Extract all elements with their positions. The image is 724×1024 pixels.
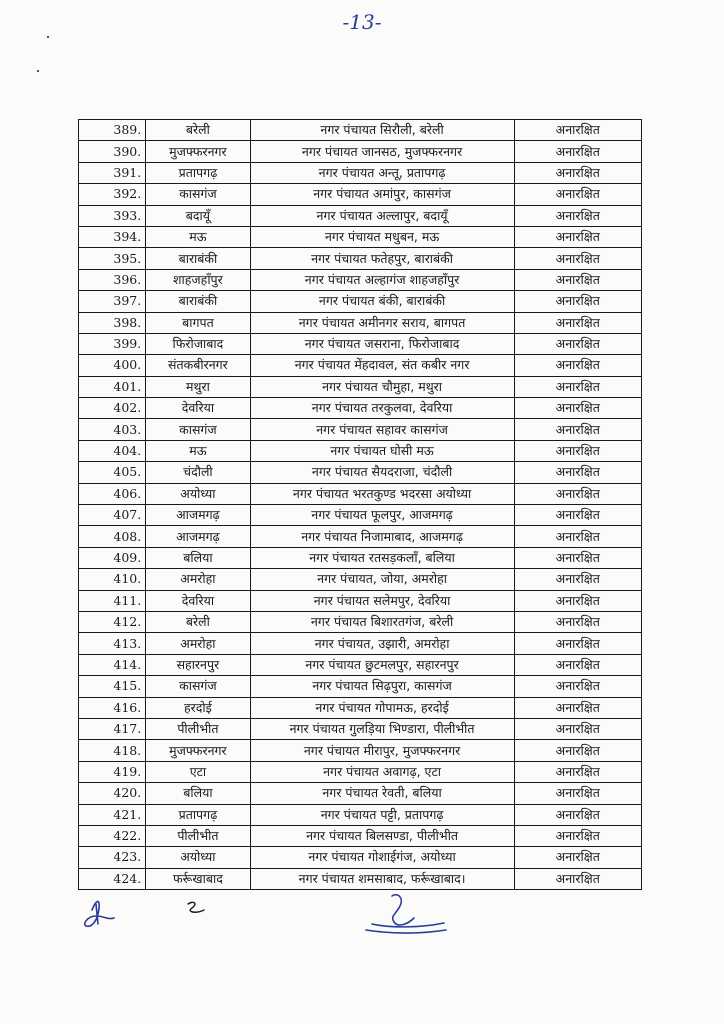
row-number: 401. [79, 376, 146, 397]
row-number: 420. [79, 783, 146, 804]
table-row [79, 248, 642, 269]
table-row [79, 569, 642, 590]
row-number: 422. [79, 825, 146, 846]
row-category: अनारक्षित [514, 162, 641, 183]
table-row [79, 526, 642, 547]
row-district: कासगंज [146, 676, 250, 697]
row-category: अनारक्षित [514, 141, 641, 162]
row-panchayat-name: नगर पंचायत रतसड़कलाँ, बलिया [250, 547, 514, 568]
row-category: अनारक्षित [514, 740, 641, 761]
row-district: प्रतापगढ़ [146, 162, 250, 183]
row-category: अनारक्षित [514, 419, 641, 440]
row-district: संतकबीरनगर [146, 355, 250, 376]
row-number: 391. [79, 162, 146, 183]
page-number: -13- [342, 10, 382, 34]
row-district: चंदौली [146, 462, 250, 483]
row-number: 400. [79, 355, 146, 376]
row-district: फिरोजाबाद [146, 333, 250, 354]
row-panchayat-name: नगर पंचायत मेंहदावल, संत कबीर नगर [250, 355, 514, 376]
table-row [79, 141, 642, 162]
row-number: 399. [79, 333, 146, 354]
row-panchayat-name: नगर पंचायत जसराना, फिरोजाबाद [250, 333, 514, 354]
row-district: बरेली [146, 120, 250, 141]
row-number: 406. [79, 483, 146, 504]
row-category: अनारक्षित [514, 847, 641, 868]
row-category: अनारक्षित [514, 868, 641, 889]
row-panchayat-name: नगर पंचायत अवागढ़, एटा [250, 761, 514, 782]
row-category: अनारक्षित [514, 569, 641, 590]
table-row [79, 291, 642, 312]
row-number: 397. [79, 291, 146, 312]
row-panchayat-name: नगर पंचायत मीरापुर, मुजफ्फरनगर [250, 740, 514, 761]
row-district: पीलीभीत [146, 825, 250, 846]
table-row [79, 676, 642, 697]
table-row [79, 590, 642, 611]
table-row [79, 718, 642, 739]
row-panchayat-name: नगर पंचायत घोसी मऊ [250, 440, 514, 461]
row-district: देवरिया [146, 398, 250, 419]
row-panchayat-name: नगर पंचायत जानसठ, मुजफ्फरनगर [250, 141, 514, 162]
row-number: 395. [79, 248, 146, 269]
table-row [79, 162, 642, 183]
row-panchayat-name: नगर पंचायत बिलसण्डा, पीलीभीत [250, 825, 514, 846]
row-category: अनारक्षित [514, 783, 641, 804]
row-number: 403. [79, 419, 146, 440]
row-category: अनारक्षित [514, 654, 641, 675]
row-panchayat-name: नगर पंचायत निजामाबाद, आजमगढ़ [250, 526, 514, 547]
row-number: 411. [79, 590, 146, 611]
row-district: अयोध्या [146, 847, 250, 868]
signatures [0, 890, 724, 950]
row-district: बलिया [146, 783, 250, 804]
row-category: अनारक्षित [514, 676, 641, 697]
table-row [79, 654, 642, 675]
row-panchayat-name: नगर पंचायत अमांपुर, कासगंज [250, 184, 514, 205]
row-district: पीलीभीत [146, 718, 250, 739]
row-district: बरेली [146, 611, 250, 632]
row-district: देवरिया [146, 590, 250, 611]
table-row [79, 376, 642, 397]
row-district: मुजफ्फरनगर [146, 141, 250, 162]
row-category: अनारक्षित [514, 333, 641, 354]
row-number: 405. [79, 462, 146, 483]
table-row [79, 633, 642, 654]
row-number: 389. [79, 120, 146, 141]
row-panchayat-name: नगर पंचायत, उझारी, अमरोहा [250, 633, 514, 654]
row-district: हरदोई [146, 697, 250, 718]
row-panchayat-name: नगर पंचायत फतेहपुर, बाराबंकी [250, 248, 514, 269]
row-category: अनारक्षित [514, 205, 641, 226]
row-category: अनारक्षित [514, 483, 641, 504]
row-number: 415. [79, 676, 146, 697]
row-district: अमरोहा [146, 633, 250, 654]
row-panchayat-name: नगर पंचायत पट्टी, प्रतापगढ़ [250, 804, 514, 825]
scan-speck [37, 70, 39, 72]
table-row [79, 419, 642, 440]
row-number: 418. [79, 740, 146, 761]
table-row [79, 611, 642, 632]
row-number: 419. [79, 761, 146, 782]
row-panchayat-name: नगर पंचायत बंकी, बाराबंकी [250, 291, 514, 312]
row-number: 402. [79, 398, 146, 419]
table-row [79, 184, 642, 205]
row-category: अनारक्षित [514, 590, 641, 611]
table-row [79, 547, 642, 568]
row-category: अनारक्षित [514, 376, 641, 397]
row-panchayat-name: नगर पंचायत सहावर कासगंज [250, 419, 514, 440]
table-row [79, 868, 642, 889]
table-row [79, 804, 642, 825]
row-panchayat-name: नगर पंचायत शमसाबाद, फर्रूखाबाद। [250, 868, 514, 889]
row-panchayat-name: नगर पंचायत, जोया, अमरोहा [250, 569, 514, 590]
row-district: आजमगढ़ [146, 526, 250, 547]
row-category: अनारक्षित [514, 462, 641, 483]
row-category: अनारक्षित [514, 398, 641, 419]
row-panchayat-name: नगर पंचायत छुटमलपुर, सहारनपुर [250, 654, 514, 675]
row-panchayat-name: नगर पंचायत सलेमपुर, देवरिया [250, 590, 514, 611]
row-panchayat-name: नगर पंचायत सिढ़पुरा, कासगंज [250, 676, 514, 697]
row-number: 421. [79, 804, 146, 825]
row-number: 424. [79, 868, 146, 889]
signature-1 [85, 901, 114, 926]
table-row [79, 847, 642, 868]
row-panchayat-name: नगर पंचायत अन्तू, प्रतापगढ़ [250, 162, 514, 183]
row-district: अमरोहा [146, 569, 250, 590]
row-district: बदायूँ [146, 205, 250, 226]
row-district: बागपत [146, 312, 250, 333]
table-row [79, 505, 642, 526]
row-category: अनारक्षित [514, 825, 641, 846]
row-category: अनारक्षित [514, 761, 641, 782]
table-row [79, 226, 642, 247]
row-number: 417. [79, 718, 146, 739]
table-row [79, 312, 642, 333]
row-category: अनारक्षित [514, 633, 641, 654]
row-category: अनारक्षित [514, 505, 641, 526]
signature-2 [188, 902, 204, 912]
row-district: सहारनपुर [146, 654, 250, 675]
row-number: 412. [79, 611, 146, 632]
row-number: 407. [79, 505, 146, 526]
row-panchayat-name: नगर पंचायत गोशाईगंज, अयोध्या [250, 847, 514, 868]
row-number: 392. [79, 184, 146, 205]
row-panchayat-name: नगर पंचायत अमीनगर सराय, बागपत [250, 312, 514, 333]
signature-3 [366, 895, 446, 933]
row-district: शाहजहाँपुर [146, 269, 250, 290]
row-district: बाराबंकी [146, 248, 250, 269]
row-panchayat-name: नगर पंचायत गुलड़िया भिण्डारा, पीलीभीत [250, 718, 514, 739]
row-panchayat-name: नगर पंचायत गोपामऊ, हरदोई [250, 697, 514, 718]
row-panchayat-name: नगर पंचायत फूलपुर, आजमगढ़ [250, 505, 514, 526]
row-panchayat-name: नगर पंचायत मधुबन, मऊ [250, 226, 514, 247]
row-number: 396. [79, 269, 146, 290]
row-district: मथुरा [146, 376, 250, 397]
row-district: कासगंज [146, 419, 250, 440]
table-row [79, 740, 642, 761]
row-panchayat-name: नगर पंचायत अल्लापुर, बदायूँ [250, 205, 514, 226]
row-category: अनारक्षित [514, 611, 641, 632]
table-row [79, 120, 642, 141]
table-row [79, 440, 642, 461]
table-row [79, 333, 642, 354]
row-district: प्रतापगढ़ [146, 804, 250, 825]
row-district: आजमगढ़ [146, 505, 250, 526]
row-district: अयोध्या [146, 483, 250, 504]
row-number: 390. [79, 141, 146, 162]
row-district: कासगंज [146, 184, 250, 205]
row-number: 410. [79, 569, 146, 590]
table-row [79, 269, 642, 290]
row-panchayat-name: नगर पंचायत चौमुहा, मथुरा [250, 376, 514, 397]
row-category: अनारक्षित [514, 526, 641, 547]
table-row [79, 761, 642, 782]
row-panchayat-name: नगर पंचायत तरकुलवा, देवरिया [250, 398, 514, 419]
table-row [79, 825, 642, 846]
row-category: अनारक्षित [514, 355, 641, 376]
row-number: 423. [79, 847, 146, 868]
row-number: 409. [79, 547, 146, 568]
row-category: अनारक्षित [514, 269, 641, 290]
row-district: मऊ [146, 226, 250, 247]
row-category: अनारक्षित [514, 718, 641, 739]
row-category: अनारक्षित [514, 697, 641, 718]
row-category: अनारक्षित [514, 120, 641, 141]
row-category: अनारक्षित [514, 440, 641, 461]
row-panchayat-name: नगर पंचायत सिरौली, बरेली [250, 120, 514, 141]
row-number: 393. [79, 205, 146, 226]
table-row [79, 697, 642, 718]
row-category: अनारक्षित [514, 312, 641, 333]
row-number: 408. [79, 526, 146, 547]
row-district: मुजफ्फरनगर [146, 740, 250, 761]
table-row [79, 462, 642, 483]
row-category: अनारक्षित [514, 291, 641, 312]
row-number: 404. [79, 440, 146, 461]
row-category: अनारक्षित [514, 804, 641, 825]
row-number: 398. [79, 312, 146, 333]
row-district: एटा [146, 761, 250, 782]
row-number: 416. [79, 697, 146, 718]
row-category: अनारक्षित [514, 226, 641, 247]
row-category: अनारक्षित [514, 547, 641, 568]
row-panchayat-name: नगर पंचायत बिशारतगंज, बरेली [250, 611, 514, 632]
row-panchayat-name: नगर पंचायत सैयदराजा, चंदौली [250, 462, 514, 483]
row-district: फर्रूखाबाद [146, 868, 250, 889]
table-row [79, 205, 642, 226]
row-district: बाराबंकी [146, 291, 250, 312]
row-district: बलिया [146, 547, 250, 568]
row-panchayat-name: नगर पंचायत रेवती, बलिया [250, 783, 514, 804]
table-row [79, 398, 642, 419]
table-row [79, 355, 642, 376]
row-category: अनारक्षित [514, 248, 641, 269]
row-panchayat-name: नगर पंचायत भरतकुण्ड भदरसा अयोध्या [250, 483, 514, 504]
row-number: 414. [79, 654, 146, 675]
row-district: मऊ [146, 440, 250, 461]
table-row [79, 783, 642, 804]
row-number: 394. [79, 226, 146, 247]
table-row [79, 483, 642, 504]
table-body [79, 120, 642, 890]
scan-speck [47, 36, 49, 38]
nagar-panchayat-table [78, 119, 642, 890]
row-number: 413. [79, 633, 146, 654]
row-category: अनारक्षित [514, 184, 641, 205]
row-panchayat-name: नगर पंचायत अल्हागंज शाहजहाँपुर [250, 269, 514, 290]
